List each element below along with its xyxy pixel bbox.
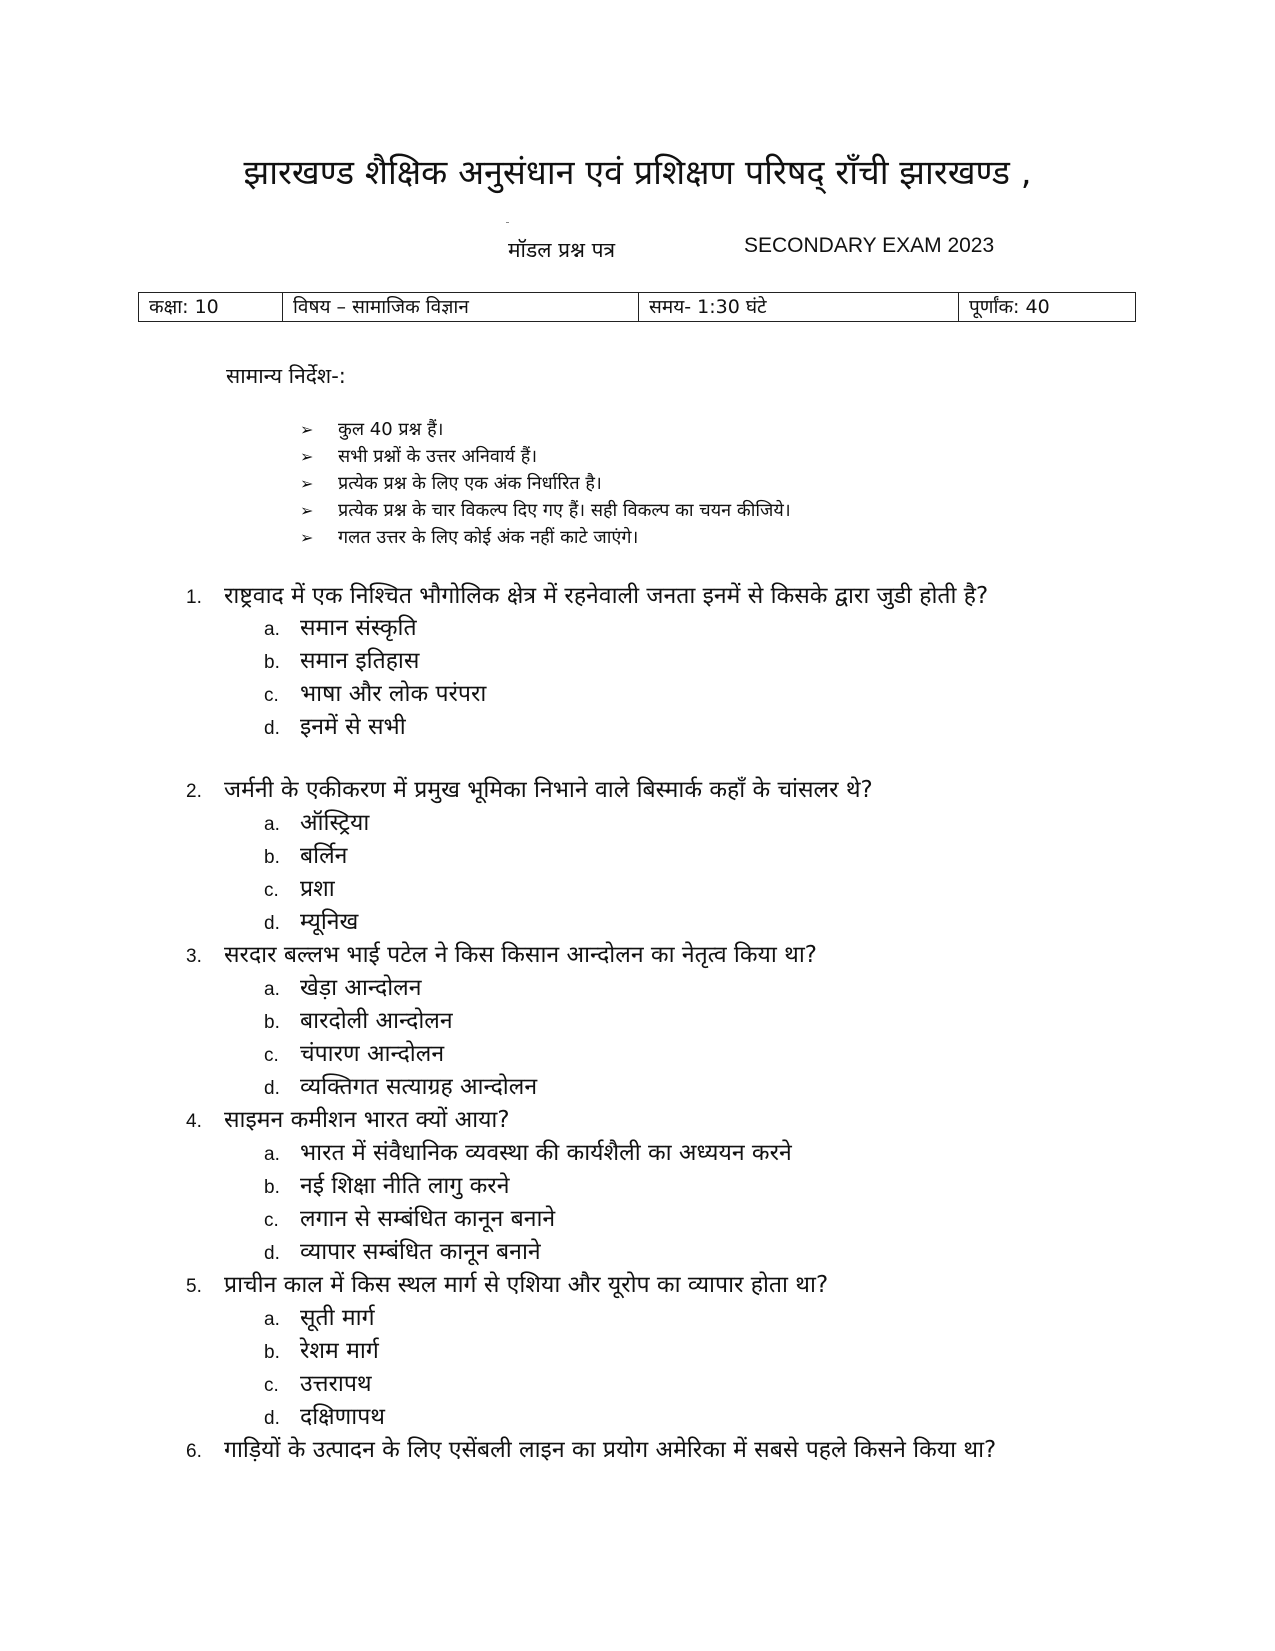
exam-info-table — [138, 292, 1136, 322]
model-paper-label: मॉडल प्रश्न पत्र — [508, 238, 616, 262]
option: a. ऑस्ट्रिया — [264, 810, 370, 836]
question-4: 4. साइमन कमीशन भारत क्यों आया? — [186, 1107, 510, 1133]
exam-name-label: SECONDARY EXAM 2023 — [744, 234, 995, 257]
option: a. खेड़ा आन्दोलन — [264, 975, 422, 1001]
arrow-bullet-icon: ➢ — [300, 420, 314, 439]
question-6: 6. गाड़ियों के उत्पादन के लिए एसेंबली लाइन का प्रयोग अमेरिका में सबसे पहले किसने किया था? — [186, 1437, 997, 1463]
option: c. उत्तरापथ — [264, 1371, 372, 1397]
option: a. सूती मार्ग — [264, 1305, 375, 1331]
option: c. भाषा और लोक परंपरा — [264, 681, 487, 707]
arrow-bullet-icon: ➢ — [300, 501, 314, 520]
general-instructions-title: सामान्य निर्देश-: — [226, 364, 346, 388]
question-5: 5. प्राचीन काल में किस स्थल मार्ग से एशिया और यूरोप का व्यापार होता था? — [186, 1272, 829, 1298]
question-3: 3. सरदार बल्लभ भाई पटेल ने किस किसान आन्दोलन का नेतृत्व किया था? — [186, 942, 818, 968]
option: b. बर्लिन — [264, 843, 348, 869]
instruction-item: ➢ प्रत्येक प्रश्न के चार विकल्प दिए गए हैं। सही विकल्प का चयन कीजिये। — [300, 497, 791, 524]
instruction-item: ➢ सभी प्रश्नों के उत्तर अनिवार्य हैं। — [300, 443, 791, 470]
question-2: 2. जर्मनी के एकीकरण में प्रमुख भूमिका निभाने वाले बिस्मार्क कहाँ के चांसलर थे? — [186, 777, 873, 803]
question-1: 1. राष्ट्रवाद में एक निश्चित भौगोलिक क्षेत्र में रहनेवाली जनता इनमें से किसके द्वारा जुडी होती है? — [186, 583, 989, 609]
option: b. नई शिक्षा नीति लागु करने — [264, 1173, 510, 1199]
option: c. लगान से सम्बंधित कानून बनाने — [264, 1206, 556, 1232]
subject-cell: विषय – सामाजिक विज्ञान — [283, 293, 639, 321]
document-title: झारखण्ड शैक्षिक अनुसंधान एवं प्रशिक्षण परिषद् राँची झारखण्ड , — [243, 153, 1032, 193]
option: b. बारदोली आन्दोलन — [264, 1008, 453, 1034]
instruction-item: ➢ प्रत्येक प्रश्न के लिए एक अंक निर्धारित है। — [300, 470, 791, 497]
option: c. प्रशा — [264, 876, 335, 902]
option: d. दक्षिणापथ — [264, 1404, 386, 1430]
instructions-list — [300, 416, 791, 551]
option: b. रेशम मार्ग — [264, 1338, 379, 1364]
option: d. म्यूनिख — [264, 909, 359, 935]
arrow-bullet-icon: ➢ — [300, 474, 314, 493]
marks-cell: पूर्णांक: 40 — [969, 296, 1050, 318]
option: b. समान इतिहास — [264, 648, 420, 674]
option: a. समान संस्कृति — [264, 615, 417, 641]
arrow-bullet-icon: ➢ — [300, 447, 314, 466]
arrow-bullet-icon: ➢ — [300, 528, 314, 547]
option: d. व्यक्तिगत सत्याग्रह आन्दोलन — [264, 1074, 538, 1100]
instruction-item: ➢ गलत उत्तर के लिए कोई अंक नहीं काटे जाएंगे। — [300, 524, 791, 551]
scan-mark — [506, 222, 509, 223]
class-cell: कक्षा: 10 — [139, 293, 283, 321]
option: c. चंपारण आन्दोलन — [264, 1041, 445, 1067]
time-cell: समय- 1:30 घंटे — [639, 293, 959, 321]
option: a. भारत में संवैधानिक व्यवस्था की कार्यशैली का अध्ययन करने — [264, 1140, 792, 1166]
option: d. इनमें से सभी — [264, 714, 406, 740]
option: d. व्यापार सम्बंधित कानून बनाने — [264, 1239, 541, 1265]
instruction-item: ➢ कुल 40 प्रश्न हैं। — [300, 416, 791, 443]
